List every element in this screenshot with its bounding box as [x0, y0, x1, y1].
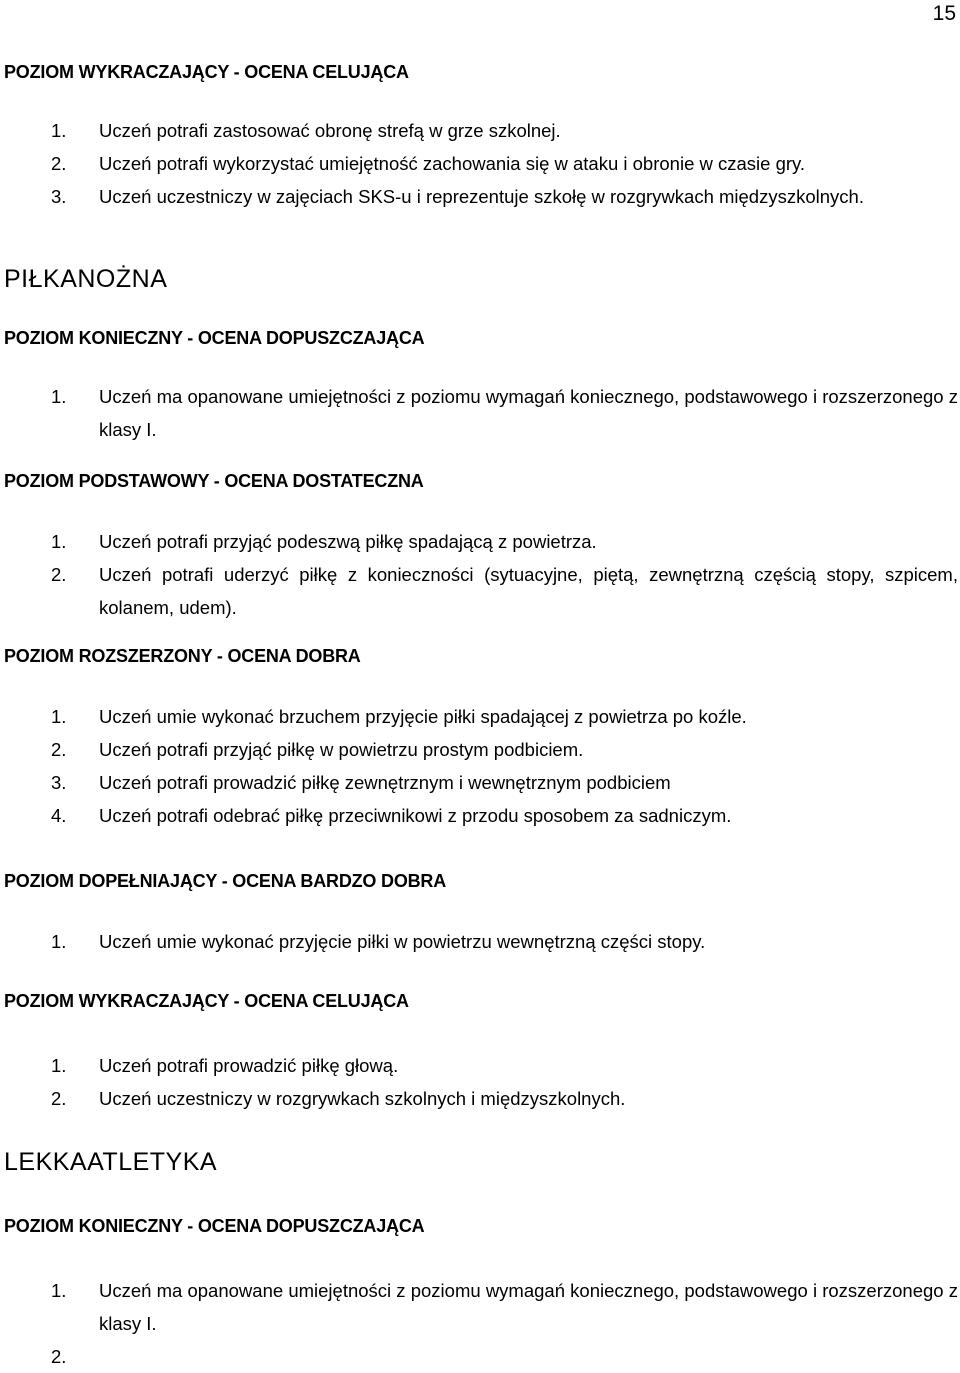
level-heading-celujaca-1: POZIOM WYKRACZAJĄCY - OCENA CELUJĄCA — [4, 62, 409, 82]
item-number: 1. — [51, 120, 67, 141]
item-number: 1. — [51, 931, 67, 952]
item-number: 2. — [51, 153, 67, 174]
item-text: Uczeń potrafi zastosować obronę strefą w grze szkolnej. — [99, 120, 561, 141]
list-item — [4, 380, 958, 446]
list-dopuszczajaca — [4, 380, 958, 446]
level-heading-celujaca-2: POZIOM WYKRACZAJĄCY - OCENA CELUJĄCA — [4, 991, 409, 1011]
list-dobra — [4, 700, 958, 832]
item-text: Uczeń umie wykonać przyjęcie piłki w powietrzu wewnętrzną części stopy. — [99, 931, 706, 952]
item-number: 1. — [51, 386, 67, 407]
level-heading-dostateczna: POZIOM PODSTAWOWY - OCENA DOSTATECZNA — [4, 471, 424, 491]
list-item — [4, 114, 958, 147]
item-text: Uczeń potrafi prowadzić piłkę głową. — [99, 1055, 399, 1076]
list-item — [4, 733, 958, 766]
list-item — [4, 147, 958, 180]
item-number: 1. — [51, 1280, 67, 1301]
level-heading-dobra: POZIOM ROZSZERZONY - OCENA DOBRA — [4, 646, 361, 666]
item-number: 1. — [51, 1055, 67, 1076]
list-dostateczna — [4, 525, 958, 624]
section-title-pilka-nozna: PIŁKANOŻNA — [4, 265, 168, 293]
item-text: Uczeń uczestniczy w rozgrywkach szkolnych i międzyszkolnych. — [99, 1088, 626, 1109]
list-item — [4, 766, 958, 799]
item-text: Uczeń potrafi przyjąć piłkę w powietrzu prostym podbiciem. — [99, 739, 584, 760]
level-heading-dopuszczajaca-2: POZIOM KONIECZNY - OCENA DOPUSZCZAJĄCA — [4, 1216, 425, 1236]
list-item — [4, 925, 958, 958]
page-number: 15 — [932, 2, 956, 25]
item-number: 3. — [51, 186, 67, 207]
item-text: Uczeń potrafi wykorzystać umiejętność zachowania się w ataku i obronie w czasie gry. — [99, 153, 806, 174]
list-item — [4, 1340, 958, 1373]
item-number: 3. — [51, 772, 67, 793]
item-text: Uczeń ma opanowane umiejętności z poziomu wymagań koniecznego, podstawowego i rozszerzonego z klasy I. — [99, 1280, 958, 1334]
item-number: 2. — [51, 564, 67, 585]
item-text: Uczeń umie wykonać brzuchem przyjęcie piłki spadającej z powietrza po koźle. — [99, 706, 747, 727]
item-number: 1. — [51, 706, 67, 727]
level-heading-bardzo-dobra: POZIOM DOPEŁNIAJĄCY - OCENA BARDZO DOBRA — [4, 871, 447, 891]
item-number: 1. — [51, 531, 67, 552]
item-text: Uczeń potrafi przyjąć podeszwą piłkę spadającą z powietrza. — [99, 531, 597, 552]
list-item — [4, 525, 958, 558]
item-text — [99, 1340, 958, 1373]
item-number: 2. — [51, 739, 67, 760]
list-item — [4, 1082, 958, 1115]
list-item — [4, 700, 958, 733]
item-text: Uczeń ma opanowane umiejętności z poziomu wymagań koniecznego, podstawowego i rozszerzonego z klasy I. — [99, 386, 958, 440]
section-title-lekkaatletyka: LEKKAATLETYKA — [4, 1148, 218, 1176]
item-text: Uczeń potrafi uderzyć piłkę z konieczności (sytuacyjne, piętą, zewnętrzną częścią stopy, szpicem, kolanem, udem). — [99, 564, 958, 618]
item-text: Uczeń potrafi prowadzić piłkę zewnętrznym i wewnętrznym podbiciem — [99, 772, 671, 793]
item-number: 2. — [51, 1346, 67, 1367]
list-dopuszczajaca-2 — [4, 1274, 958, 1373]
list-item — [4, 1274, 958, 1340]
list-bardzo-dobra — [4, 925, 958, 958]
item-number: 2. — [51, 1088, 67, 1109]
item-number: 4. — [51, 805, 67, 826]
list-celujaca-1 — [4, 114, 958, 213]
level-heading-dopuszczajaca: POZIOM KONIECZNY - OCENA DOPUSZCZAJĄCA — [4, 328, 425, 348]
item-text: Uczeń potrafi odebrać piłkę przeciwnikowi z przodu sposobem za sadniczym. — [99, 805, 732, 826]
list-celujaca-2 — [4, 1049, 958, 1115]
list-item — [4, 1049, 958, 1082]
list-item — [4, 558, 958, 624]
item-text: Uczeń uczestniczy w zajęciach SKS-u i reprezentuje szkołę w rozgrywkach międzyszkolnych. — [99, 186, 864, 207]
list-item — [4, 799, 958, 832]
list-item — [4, 180, 958, 213]
